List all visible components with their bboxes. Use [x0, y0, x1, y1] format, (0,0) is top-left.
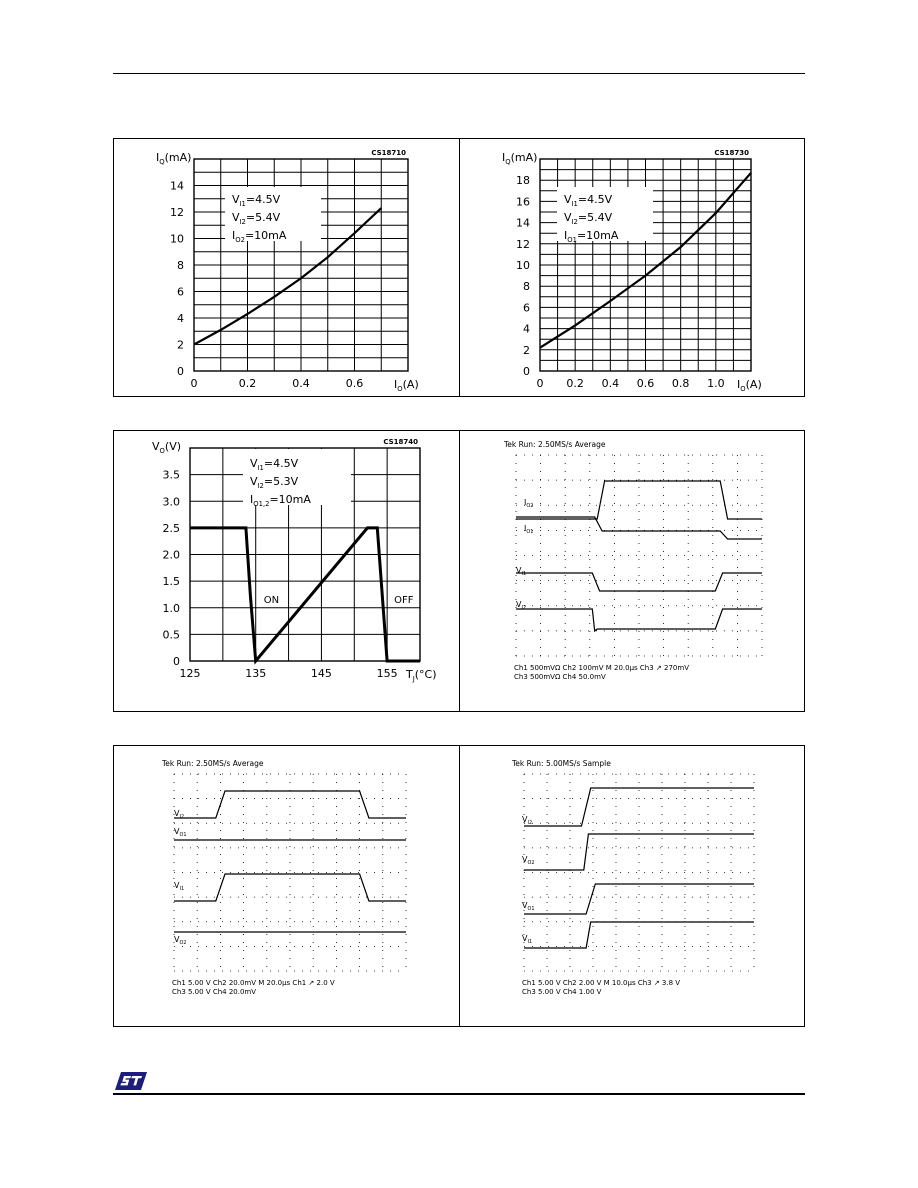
footer-rule	[113, 1093, 805, 1095]
y-axis-label: $I_Q(mA)$	[502, 151, 538, 167]
trace-label: $V_{O2}$	[174, 935, 187, 947]
quiescent-current-vs-output-current-graph-2	[460, 139, 804, 396]
trace-label: $I_{O1}$	[524, 524, 534, 536]
quiescent-current-graph-2-cell	[460, 139, 804, 396]
trace-label: $V_{I2}$	[174, 809, 185, 821]
x-tick-label: 155	[376, 667, 398, 680]
y-tick-label: 4	[523, 322, 530, 336]
scope-header: Tek Run: 2.50MS/s Average	[504, 440, 606, 449]
trace-label: $V_{I2}$	[522, 815, 533, 827]
y-tick-label: 1.5	[162, 575, 180, 589]
y-tick-label: 18	[516, 174, 530, 188]
x-tick-label: 0	[536, 377, 544, 390]
scope-settings-line-1: Ch1 5.00 V Ch2 2.00 V M 10.0µs Ch3 ↗ 3.8 V	[522, 979, 681, 987]
condition-line: $V_{I1}=4.5V$	[250, 457, 299, 473]
figure-row-1	[113, 138, 805, 397]
y-axis-label: $V_O(V)$	[152, 440, 182, 456]
trace-label: $I_{O2}$	[524, 498, 534, 510]
y-tick-label: 3.0	[162, 495, 180, 509]
scope-capture-3	[460, 746, 804, 1026]
trace-label: $V_{O1}$	[522, 901, 535, 913]
y-tick-label: 14	[170, 179, 184, 193]
trace-label: $V_{I1}$	[516, 566, 527, 578]
scope-graticule	[524, 774, 754, 971]
condition-line: $V_{I2}=5.4V$	[232, 211, 281, 227]
series-line	[190, 528, 420, 661]
scope-trace	[516, 609, 762, 631]
y-tick-label: 6	[523, 301, 530, 315]
scope-graticule	[516, 455, 762, 656]
x-tick-label: 0.2	[566, 377, 584, 390]
x-tick-label: 0.6	[636, 377, 655, 390]
y-tick-label: 0	[523, 365, 530, 378]
scope-settings-line-2: Ch3 5.00 V Ch4 1.00 V	[522, 988, 602, 996]
condition-line: $V_{I2}=5.3V$	[250, 475, 299, 491]
scope-graticule	[174, 774, 406, 971]
scope-trace	[516, 481, 762, 519]
scope-3-cell	[460, 746, 804, 1026]
output-voltage-vs-junction-temperature-graph	[114, 431, 459, 711]
x-tick-label: 0	[190, 377, 198, 390]
y-axis-label: $I_Q(mA)$	[156, 151, 192, 167]
y-tick-label: 12	[170, 206, 184, 219]
figure-code: CS18710	[371, 149, 406, 157]
y-tick-label: 1.0	[162, 601, 180, 615]
thermal-shutdown-graph-cell	[114, 431, 460, 711]
trace-label: $V_{I1}$	[522, 934, 533, 946]
st-logo	[113, 1070, 149, 1092]
x-axis-label: $I_O(A)$	[737, 378, 762, 394]
quiescent-current-vs-output-current-graph-1	[114, 139, 459, 396]
figure-code: CS18740	[383, 438, 418, 446]
y-tick-label: 2	[523, 343, 530, 357]
scope-1-cell	[460, 431, 804, 711]
header-rule	[113, 73, 805, 74]
y-tick-label: 8	[177, 259, 184, 272]
scope-header: Tek Run: 5.00MS/s Sample	[512, 759, 611, 768]
y-tick-label: 2.5	[162, 521, 180, 535]
figure-row-3	[113, 745, 805, 1027]
y-tick-label: 8	[523, 280, 530, 294]
scope-2-cell	[114, 746, 460, 1026]
condition-line: $I_{O1}=10mA$	[564, 229, 619, 245]
trace-label: $V_{I1}$	[174, 881, 185, 893]
annotation-off: OFF	[394, 594, 414, 606]
trace-label: $V_{O2}$	[522, 855, 535, 867]
quiescent-current-graph-1-cell	[114, 139, 460, 396]
x-tick-label: 0.6	[345, 377, 364, 390]
y-tick-label: 2.0	[162, 548, 180, 562]
scope-settings-line-1: Ch1 5.00 V Ch2 20.0mV M 20.0µs Ch1 ↗ 2.0 V	[172, 979, 335, 987]
scope-settings-line-2: Ch3 500mVΩ Ch4 50.0mV	[514, 673, 606, 681]
scope-header: Tek Run: 2.50MS/s Average	[162, 759, 264, 768]
y-tick-label: 12	[516, 237, 530, 251]
condition-line: $V_{I1}=4.5V$	[232, 193, 281, 209]
scope-trace	[524, 884, 754, 914]
annotation-on: ON	[263, 594, 280, 606]
y-tick-label: 3.5	[162, 468, 180, 482]
x-tick-label: 145	[310, 667, 332, 680]
condition-line: $V_{I2}=5.4V$	[564, 211, 613, 227]
x-tick-label: 0.4	[601, 377, 620, 390]
x-tick-label: 0.8	[671, 377, 690, 390]
x-axis-label: $I_O(A)$	[394, 378, 419, 394]
trace-label: $V_{I2}$	[516, 600, 527, 612]
y-tick-label: 6	[177, 285, 184, 299]
figure-row-2	[113, 430, 805, 712]
y-tick-label: 0	[173, 655, 180, 668]
y-tick-label: 16	[516, 195, 530, 209]
y-tick-label: 10	[170, 232, 184, 246]
y-tick-label: 2	[177, 338, 184, 352]
x-tick-label: 135	[245, 667, 267, 680]
condition-line: $I_{O2}=10mA$	[232, 229, 287, 245]
y-tick-label: 14	[516, 216, 530, 230]
scope-trace	[524, 834, 754, 870]
scope-capture-1	[460, 431, 804, 711]
x-tick-label: 0.2	[238, 377, 257, 390]
scope-settings-line-1: Ch1 500mVΩ Ch2 100mV M 20.0µs Ch3 ↗ 270mV	[514, 664, 689, 672]
x-axis-label: $T_J(^\circ C)$	[406, 668, 437, 684]
condition-line: $I_{O1,2}=10mA$	[250, 493, 311, 509]
x-tick-label: 1.0	[707, 377, 725, 390]
figure-code: CS18730	[714, 149, 749, 157]
x-tick-label: 125	[179, 667, 201, 680]
y-tick-label: 4	[177, 312, 184, 325]
scope-capture-2	[114, 746, 459, 1026]
condition-line: $V_{I1}=4.5V$	[564, 193, 613, 209]
trace-label: $V_{O1}$	[174, 827, 187, 839]
scope-trace	[174, 791, 406, 821]
y-tick-label: 0.5	[162, 628, 180, 642]
x-tick-label: 0.4	[292, 377, 310, 390]
y-tick-label: 0	[177, 365, 184, 378]
y-tick-label: 10	[516, 259, 530, 272]
scope-settings-line-2: Ch3 5.00 V Ch4 20.0mV	[172, 988, 257, 996]
